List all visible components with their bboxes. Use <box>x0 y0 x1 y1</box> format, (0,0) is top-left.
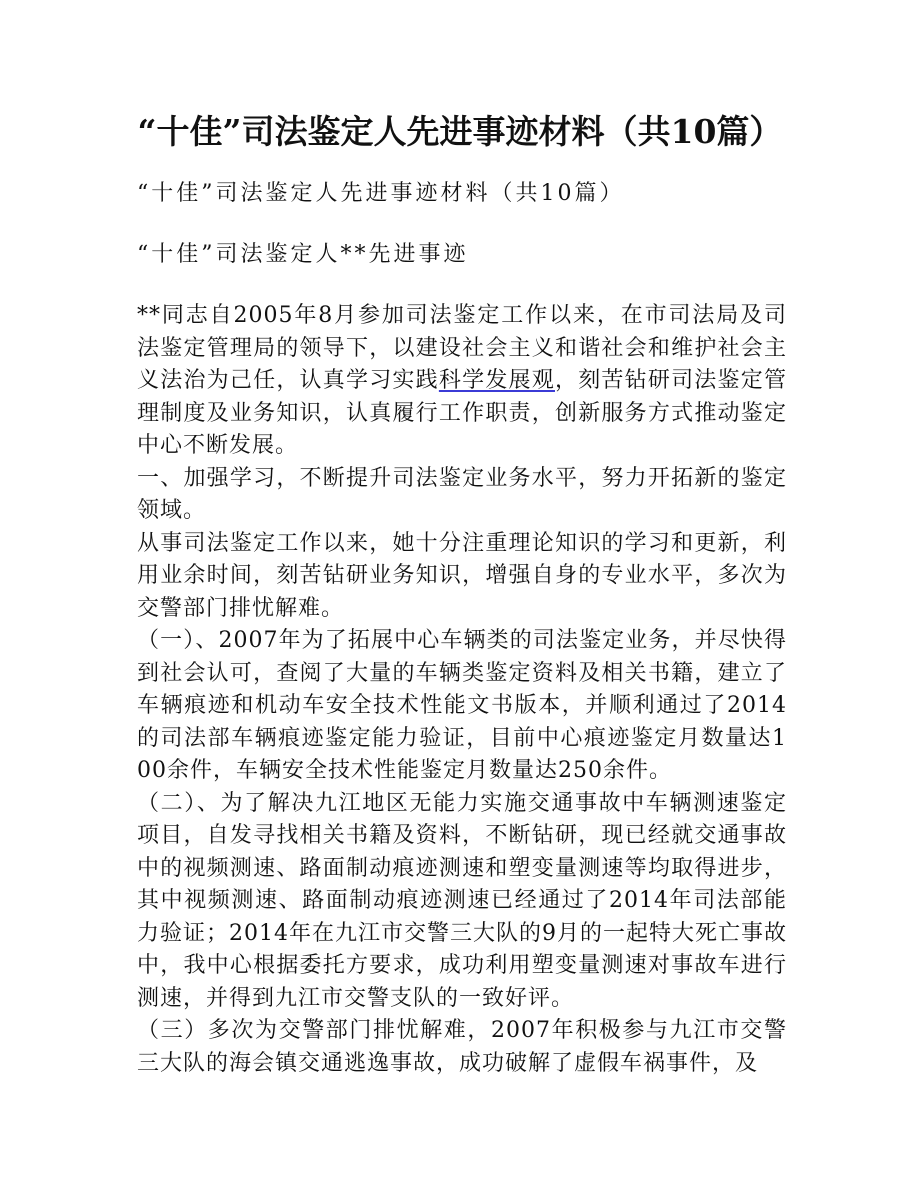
intro-paragraph <box>137 300 787 463</box>
scientific-outlook-link[interactable]: 科学发展观 <box>438 368 555 393</box>
intro-text-before-link: **同志自2005年8月参加司法鉴定工作以来，在市司法局及司法鉴定管理局的领导下，以建设社会主义和谐社会和维护社会主义法治为己任，认真学习实践 <box>137 303 787 393</box>
paragraph-section-one-heading: 一、加强学习，不断提升司法鉴定业务水平，努力开拓新的鉴定领域。 <box>137 465 787 523</box>
paragraph-study-overview: 从事司法鉴定工作以来，她十分注重理论知识的学习和更新，利用业余时间，刻苦钻研业务知识，增强自身的专业水平，多次为交警部门排忧解难。 <box>137 530 787 621</box>
section-heading: “十佳”司法鉴定人**先进事迹 <box>137 242 469 267</box>
paragraph-item-three: （三）多次为交警部门排忧解难，2007年积极参与九江市交警三大队的海会镇交通逃逸事故，成功破解了虚假车祸事件，及 <box>137 1018 787 1076</box>
document-title: “十佳”司法鉴定人先进事迹材料（共10篇） <box>137 112 783 151</box>
paragraph-item-two: （二）、为了解决九江地区无能力实施交通事故中车辆测速鉴定项目，自发寻找相关书籍及资料，不断钻研，现已经就交通事故中的视频测速、路面制动痕迹测速和塑变量测速等均取得进步，其中视频测速、路面制动痕迹测速已经通过了2014年司法部能力验证；2014年在九江市交警三大队的9月的一起特大死亡事故中，我中心根据委托方要求，成功利用塑变量测速对事故车进行测速，并得到九江市交警支队的一致好评。 <box>137 790 787 1011</box>
paragraph-item-one: （一）、2007年为了拓展中心车辆类的司法鉴定业务，并尽快得到社会认可，查阅了大量的车辆类鉴定资料及相关书籍，建立了车辆痕迹和机动车安全技术性能文书版本，并顺利通过了2014的司法部车辆痕迹鉴定能力验证，目前中心痕迹鉴定月数量达100余件，车辆安全技术性能鉴定月数量达250余件。 <box>137 628 787 783</box>
document-subtitle: “十佳”司法鉴定人先进事迹材料（共10篇） <box>137 181 625 206</box>
intro-text-after-link: ，刻苦钻研司法鉴定管理制度及业务知识，认真履行工作职责，创新服务方式推动鉴定中心不断发展。 <box>137 368 787 458</box>
document-body <box>137 300 787 1080</box>
